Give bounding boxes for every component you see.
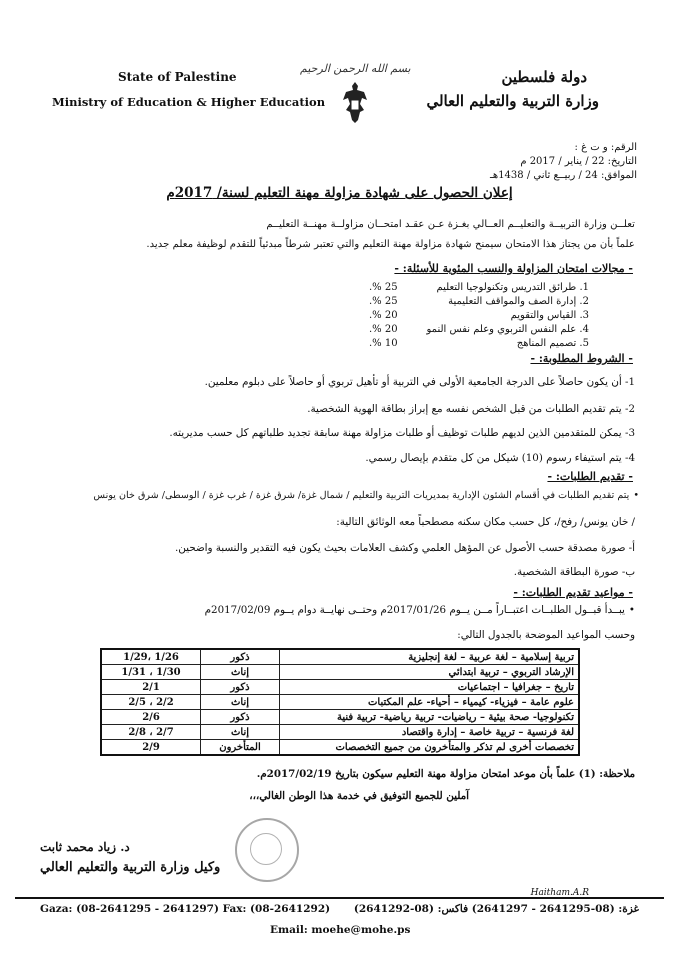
submission-line-2: / خان يونس/ رفح/، كل حسب مكان سكنه مصطحباً معه الوثائق التالية: — [336, 516, 635, 528]
bullet-icon: • — [633, 490, 639, 501]
specialization-cell: علوم عامة – فيزياء- كيمياء – أحياء- علم المكتبات — [280, 695, 580, 710]
domain-item — [369, 296, 589, 307]
table-row — [101, 680, 579, 695]
table-row — [101, 710, 579, 725]
submission-text-1: يتم تقديم الطلبات في أقسام الشئون الإدارية بمديريات التربية والتعليم / شمال غزة/ شرق غزة / غرب غزة / الوسطى/ شرق خان يونس — [93, 490, 630, 501]
dates-heading: - مواعيد تقديم الطلبات: - — [513, 586, 633, 599]
ref-date: التاريخ: 22 / يناير / 2017 م — [520, 156, 637, 167]
footer-divider — [15, 897, 664, 899]
domain-label: 3. القياس والتقويم — [510, 310, 589, 321]
document-b: ب- صورة البطاقة الشخصية. — [513, 566, 635, 578]
gender-cell: ذكور — [201, 680, 280, 695]
dates-text-1: يبــدأ قبــول الطلبــات اعتبــاراً مــن يــوم 2017/01/26م وحتــى نهايــة دوام يــوم 2017/02/09م — [204, 604, 625, 616]
conditions-heading: - الشروط المطلوبة: - — [530, 352, 633, 365]
date-cell: 1/31 ، 1/30 — [101, 665, 201, 680]
domains-heading: - مجالات امتحان المزاولة والنسب المئوية للأسئلة: - — [394, 262, 633, 275]
domain-label: 5. تصميم المناهج — [516, 338, 589, 349]
specialization-cell: تاريخ – جغرافيا – اجتماعيات — [280, 680, 580, 695]
date-cell: 2/5 ، 2/2 — [101, 695, 201, 710]
eagle-emblem-icon — [342, 80, 368, 124]
date-cell: 2/8 ، 2/7 — [101, 725, 201, 740]
table-row — [101, 725, 579, 740]
gender-cell: إناث — [201, 725, 280, 740]
domain-item — [369, 310, 589, 321]
signatory-name: د. زياد محمد ثابت — [40, 840, 130, 854]
closing-line: آملين للجميع التوفيق في خدمة هذا الوطن الغالي،،، — [249, 790, 469, 802]
gender-cell: إناث — [201, 695, 280, 710]
schedule-table — [100, 648, 580, 756]
intro-line-2: علماً بأن من يجتاز هذا الامتحان سيمنح شهادة مزاولة مهنة التعليم والتي تعتبر شرطاً مبدئياً للتقدم لوظيفة معلم جديد. — [146, 239, 635, 250]
table-row — [101, 649, 579, 665]
specialization-cell: تربية إسلامية – لغة عربية – لغة إنجليزية — [280, 649, 580, 665]
state-name-en: State of Palestine — [118, 70, 237, 84]
stamp-inner-ring — [250, 833, 282, 865]
footer-contact-ar: غزة: (08-2641295 - 2641297) فاكس: (08-2641292) — [353, 903, 639, 915]
specialization-cell: الإرشاد التربوي – تربية ابتدائي — [280, 665, 580, 680]
submission-heading: - تقديم الطلبات: - — [547, 470, 633, 483]
gender-cell: إناث — [201, 665, 280, 680]
table-row — [101, 740, 579, 756]
domain-item — [369, 282, 589, 293]
domain-item — [369, 338, 589, 349]
domain-label: 1. طرائق التدريس وتكنولوجيا التعليم — [436, 282, 589, 293]
footer-email: Email: moehe@mohe.ps — [270, 924, 411, 936]
gender-cell: ذكور — [201, 649, 280, 665]
domain-item — [369, 324, 589, 335]
footer-contact-en: Gaza: (08-2641295 - 2641297) Fax: (08-2641292) — [40, 903, 331, 915]
signatory-title: وكيل وزارة التربية والتعليم العالي — [40, 860, 221, 875]
intro-line-1: تعلــن وزارة التربيــة والتعليــم العــالي بغـزة عـن عقـد امتحــان مزاولــة مهنــة التعليــم — [266, 219, 635, 230]
specialization-cell: تكنولوجيا- صحة بيئية – رياضيات- تربية رياضية- تربية فنية — [280, 710, 580, 725]
specialization-cell: لغة فرنسية – تربية خاصة – إدارة واقتصاد — [280, 725, 580, 740]
domain-pct: 10 %. — [369, 338, 398, 349]
domain-pct: 20 %. — [369, 310, 398, 321]
basmala: بسم الله الرحمن الرحيم — [300, 62, 411, 75]
dates-line-2: وحسب المواعيد الموضحة بالجدول التالي: — [457, 629, 635, 641]
date-cell: 1/29، 1/26 — [101, 649, 201, 665]
table-row — [101, 665, 579, 680]
bullet-icon: • — [628, 604, 635, 616]
page-title: إعلان الحصول على شهادة مزاولة مهنة التعليم لسنة/ 2017م — [166, 185, 513, 201]
document-a: أ- صورة مصدقة حسب الأصول عن المؤهل العلمي وكشف العلامات بحيث يكون فيه التقدير والنسبة واضحين. — [175, 542, 635, 554]
dates-line-1 — [40, 603, 635, 617]
ministry-name-en: Ministry of Education & Higher Education — [52, 95, 326, 109]
domain-pct: 25 %. — [369, 296, 398, 307]
date-cell: 2/1 — [101, 680, 201, 695]
condition-item: 2- يتم تقديم الطلبات من قبل الشخص نفسه مع إبراز بطاقة الهوية الشخصية. — [307, 403, 635, 415]
domain-label: 2. إدارة الصف والمواقف التعليمية — [448, 296, 589, 307]
submission-line-1 — [60, 489, 639, 503]
ref-hijri-date: الموافق: 24 / ربيــع ثاني / 1438هـ — [489, 170, 637, 181]
table-row — [101, 695, 579, 710]
domain-label: 4. علم النفس التربوي وعلم نفس النمو — [426, 324, 589, 335]
domain-pct: 20 %. — [369, 324, 398, 335]
condition-item: 3- يمكن للمتقدمين الذين لديهم طلبات توظيف أو طلبات مزاولة مهنة سابقة تجديد طلباتهم كل حسب مديريته. — [169, 427, 635, 439]
gender-cell: ذكور — [201, 710, 280, 725]
exam-date-note: ملاحظة: (1) علماً بأن موعد امتحان مزاولة مهنة التعليم سيكون بتاريخ 2017/02/19م. — [256, 768, 635, 780]
specialization-cell: تخصصات أخرى لم تذكر والمتأخرون من جميع التخصصات — [280, 740, 580, 756]
date-cell: 2/9 — [101, 740, 201, 756]
domain-pct: 25 %. — [369, 282, 398, 293]
ref-number: الرقم: و ت غ : — [574, 142, 637, 153]
ministry-name-ar: وزارة التربية والتعليم العالي — [426, 92, 599, 110]
state-name-ar: دولة فلسطين — [501, 68, 587, 86]
typist-mark: Haitham.A.R — [530, 888, 589, 898]
gender-cell: المتأخرون — [201, 740, 280, 756]
condition-item: 1- أن يكون حاصلاً على الدرجة الجامعية الأولى في التربية أو تأهيل تربوي أو حاصلاً على دبلوم معلمين. — [204, 376, 635, 388]
date-cell: 2/6 — [101, 710, 201, 725]
condition-item: 4- يتم استيفاء رسوم (10) شيكل من كل متقدم بإيصال رسمي. — [365, 452, 635, 464]
